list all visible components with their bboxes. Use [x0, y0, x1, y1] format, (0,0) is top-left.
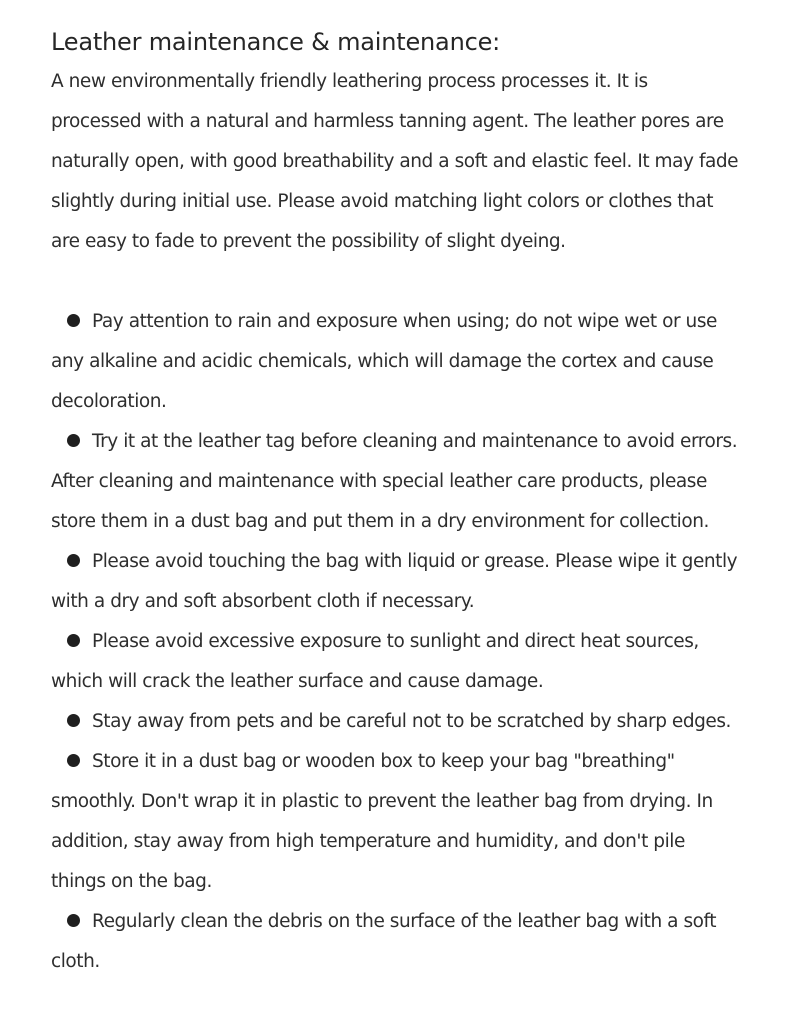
- bullet-icon: [67, 434, 80, 447]
- list-item-text: Try it at the leather tag before cleaning and maintenance to avoid errors. After cleaning and maintenance with special leather care products, please store them in a dust bag and put them in a dry environment for collection.: [51, 431, 738, 532]
- list-item-text: Stay away from pets and be careful not to be scratched by sharp edges.: [92, 711, 731, 732]
- bullet-icon: [67, 914, 80, 927]
- bullet-icon: [67, 714, 80, 727]
- bullet-icon: [67, 554, 80, 567]
- list-item: [51, 742, 741, 902]
- list-item-text: Regularly clean the debris on the surface of the leather bag with a soft cloth.: [51, 911, 717, 972]
- list-item: [51, 622, 741, 702]
- care-instructions-document: [51, 22, 741, 982]
- list-item-text: Pay attention to rain and exposure when using; do not wipe wet or use any alkaline and acidic chemicals, which will damage the cortex and cause decoloration.: [51, 311, 717, 412]
- list-item: [51, 422, 741, 542]
- intro-paragraph: A new environmentally friendly leathering process processes it. It is processed with a natural and harmless tanning agent. The leather pores are naturally open, with good breathability and a soft and elastic feel. It may fade slightly during initial use. Please avoid matching light colors or clothes that are easy to fade to prevent the possibility of slight dyeing.: [51, 71, 739, 252]
- section-spacer: [51, 262, 741, 302]
- list-item-text: Please avoid touching the bag with liquid or grease. Please wipe it gently with a dry and soft absorbent cloth if necessary.: [51, 551, 738, 612]
- list-item: [51, 902, 741, 982]
- page-title: Leather maintenance & maintenance:: [51, 28, 501, 56]
- bullet-icon: [67, 634, 80, 647]
- list-item: [51, 702, 741, 742]
- list-item-text: Store it in a dust bag or wooden box to keep your bag "breathing" smoothly. Don't wrap it in plastic to prevent the leather bag from drying. In addition, stay away from high temperature and humidity, and don't pile things on the bag.: [51, 751, 713, 892]
- list-item: [51, 542, 741, 622]
- bullet-icon: [67, 754, 80, 767]
- list-item-text: Please avoid excessive exposure to sunlight and direct heat sources, which will crack the leather surface and cause damage.: [51, 631, 699, 692]
- list-item: [51, 302, 741, 422]
- bullet-icon: [67, 314, 80, 327]
